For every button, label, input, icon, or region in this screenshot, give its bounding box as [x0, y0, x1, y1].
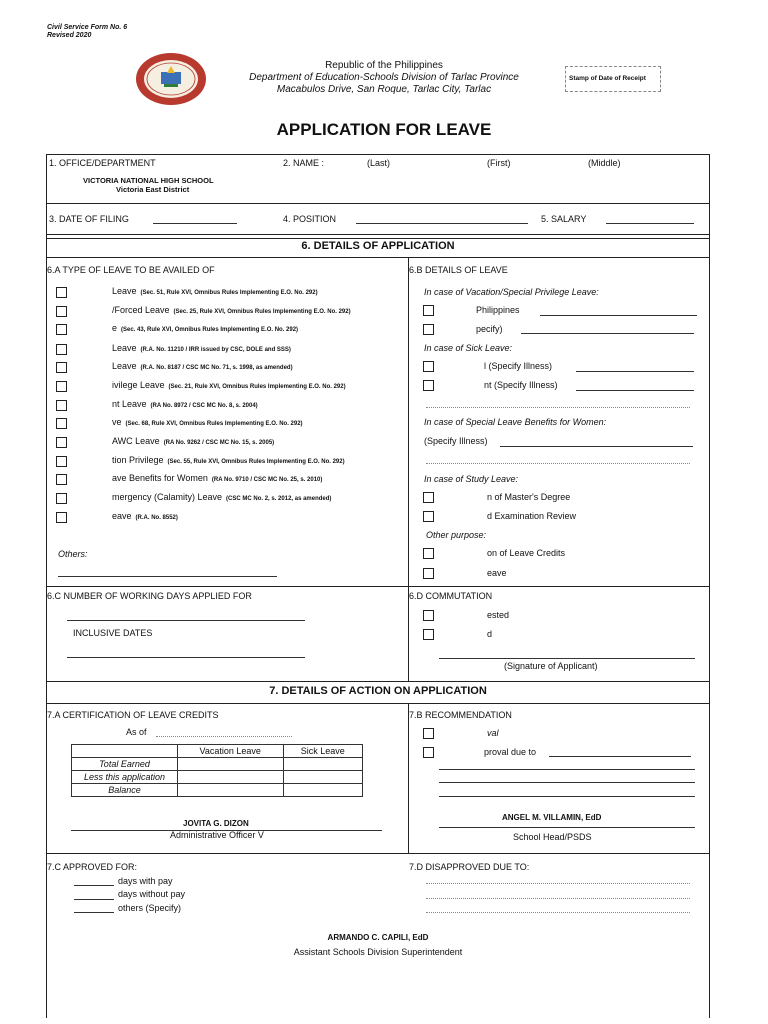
leave-type-item [112, 323, 298, 333]
recommendation-option-2: proval due to [484, 747, 537, 757]
divider-row2 [46, 234, 710, 235]
office-district: Victoria East District [116, 185, 190, 194]
days-without-pay-label: days without pay [118, 889, 186, 899]
others-specify-label: others (Specify) [118, 903, 182, 913]
position-label: 4. POSITION [283, 214, 337, 224]
vacation-option-2: pecify) [476, 324, 503, 334]
recommendation-line-3[interactable] [439, 796, 695, 797]
checkbox-leave-type[interactable] [56, 287, 67, 298]
school-head-signature-line [439, 827, 695, 828]
others-field[interactable] [58, 576, 277, 577]
salary-label: 5. SALARY [541, 214, 587, 224]
name-first: (First) [487, 158, 511, 168]
cell-vacation-earned[interactable] [178, 758, 284, 771]
school-head-title: School Head/PSDS [513, 832, 592, 842]
checkbox-in-hospital[interactable] [423, 361, 434, 372]
recommendation-label: 7.B RECOMMENDATION [409, 710, 512, 720]
office-label: 1. OFFICE/DEPARTMENT [49, 158, 156, 168]
checkbox-leave-type[interactable] [56, 344, 67, 355]
school-head-name: ANGEL M. VILLAMIN, EdD [502, 813, 602, 822]
checkbox-for-approval[interactable] [423, 728, 434, 739]
checkbox-leave-type[interactable] [56, 362, 67, 373]
checkbox-not-requested[interactable] [423, 610, 434, 621]
leave-type-item [112, 305, 351, 315]
leave-type-label: /Forced Leave [112, 305, 170, 315]
address-line: Macabulos Drive, San Roque, Tarlac City, Tarlac [276, 84, 492, 95]
checkbox-masters-degree[interactable] [423, 492, 434, 503]
divider-sec6-bottom [46, 257, 710, 258]
leave-type-legal-basis: (CSC MC No. 2, s. 2012, as amended) [226, 496, 332, 502]
recommendation-line-1[interactable] [439, 769, 695, 770]
certification-label: 7.A CERTIFICATION OF LEAVE CREDITS [47, 710, 219, 720]
checkbox-leave-type[interactable] [56, 400, 67, 411]
revised-date: Revised 2020 [47, 32, 92, 39]
commutation-option-1: ested [487, 610, 510, 620]
checkbox-leave-type[interactable] [56, 418, 67, 429]
name-middle: (Middle) [588, 158, 621, 168]
checkbox-for-disapproval[interactable] [423, 747, 434, 758]
checkbox-out-patient[interactable] [423, 380, 434, 391]
checkbox-requested[interactable] [423, 629, 434, 640]
department-line: Department of Education-Schools Division of Tarlac Province [249, 72, 519, 83]
cell-vacation-less[interactable] [178, 771, 284, 784]
women-extra-line [426, 463, 690, 464]
col-sick-leave: Sick Leave [283, 745, 363, 758]
divider-sec6-middle [408, 257, 409, 681]
leave-type-label: Leave [112, 361, 137, 371]
receipt-stamp-label: Stamp of Date of Receipt [569, 75, 646, 82]
study-option-2: d Examination Review [487, 511, 577, 521]
divider-7c [46, 853, 710, 854]
leave-type-item [112, 436, 274, 446]
checkbox-leave-type[interactable] [56, 456, 67, 467]
applicant-signature-label: (Signature of Applicant) [504, 661, 598, 671]
leave-type-item [112, 380, 346, 390]
divider-row1 [46, 203, 710, 204]
recommendation-option-1: val [487, 728, 499, 738]
leave-type-label: AWC Leave [112, 436, 160, 446]
salary-field[interactable] [606, 223, 694, 224]
form-title: APPLICATION FOR LEAVE [276, 120, 492, 139]
leave-type-legal-basis: (R.A. No. 8187 / CSC MC No. 71, s. 1998, as amended) [140, 365, 293, 371]
women-option-1: (Specify Illness) [424, 436, 488, 446]
cell-sick-earned[interactable] [283, 758, 363, 771]
days-with-pay-label: days with pay [118, 876, 173, 886]
leave-type-label: ve [112, 417, 122, 427]
as-of-label: As of [126, 727, 147, 737]
approved-for-label: 7.C APPROVED FOR: [47, 862, 138, 872]
others-specify-field[interactable] [74, 912, 114, 913]
study-option-1: n of Master's Degree [487, 492, 571, 502]
checkbox-bar-review[interactable] [423, 511, 434, 522]
leave-type-legal-basis: (RA No. 9710 / CSC MC No. 25, s. 2010) [211, 477, 323, 483]
checkbox-leave-type[interactable] [56, 306, 67, 317]
sick-field-1[interactable] [576, 371, 694, 372]
leave-type-legal-basis: (Sec. 21, Rule XVI, Omnibus Rules Implementing E.O. No. 292) [168, 384, 346, 390]
other-option-2: eave [487, 568, 507, 578]
leave-type-legal-basis: (RA No. 9262 / CSC MC No. 15, s. 2005) [163, 440, 275, 446]
leave-type-label: Leave [112, 286, 137, 296]
other-purpose-heading: Other purpose: [426, 530, 487, 540]
leave-type-legal-basis: (RA No. 8972 / CSC MC No. 8, s. 2004) [150, 403, 258, 409]
vacation-field-2[interactable] [521, 333, 694, 334]
divider-sec6-top [46, 238, 710, 239]
divider-6c [46, 586, 710, 587]
checkbox-monetization[interactable] [423, 548, 434, 559]
date-filing-field[interactable] [153, 223, 237, 224]
leave-type-label: Leave [112, 343, 137, 353]
women-heading: In case of Special Leave Benefits for Women: [424, 417, 607, 427]
checkbox-leave-type[interactable] [56, 324, 67, 335]
as-of-field[interactable] [156, 736, 292, 737]
disapproved-line-3[interactable] [426, 912, 690, 913]
date-filing-label: 3. DATE OF FILING [49, 214, 129, 224]
leave-type-item [112, 511, 178, 521]
leave-type-item [112, 399, 258, 409]
checkbox-leave-type[interactable] [56, 493, 67, 504]
checkbox-leave-type[interactable] [56, 381, 67, 392]
leave-type-legal-basis: (Sec. 55, Rule XVI, Omnibus Rules Implementing E.O. No. 292) [167, 459, 345, 465]
divider-sec7-middle [408, 703, 409, 853]
leave-type-label: tion Privilege [112, 455, 164, 465]
working-days-label: 6.C NUMBER OF WORKING DAYS APPLIED FOR [47, 591, 252, 601]
inclusive-dates-field[interactable] [67, 657, 305, 658]
leave-credits-table [71, 744, 363, 797]
credits-corner-cell [72, 745, 178, 758]
section7-title: 7. DETAILS OF ACTION ON APPLICATION [269, 685, 487, 697]
sick-extra-line [426, 407, 690, 408]
leave-type-item [112, 417, 303, 427]
leave-type-item [112, 455, 345, 465]
leave-type-label: ivilege Leave [112, 380, 165, 390]
leave-type-legal-basis: (Sec. 25, Rule XVI, Omnibus Rules Implementing E.O. No. 292) [173, 309, 351, 315]
commutation-option-2: d [487, 629, 493, 639]
cell-sick-less[interactable] [283, 771, 363, 784]
divider-sec7-top [46, 681, 710, 682]
leave-type-item [112, 473, 322, 483]
vacation-field-1[interactable] [540, 315, 697, 316]
leave-type-legal-basis: (R.A. No. 11210 / IRR issued by CSC, DOLE and SSS) [140, 347, 291, 353]
officer-name: JOVITA G. DIZON [183, 819, 249, 828]
col-vacation-leave: Vacation Leave [178, 745, 284, 758]
leave-type-item [112, 286, 318, 296]
section6-title: 6. DETAILS OF APPLICATION [301, 240, 455, 252]
type-of-leave-label: 6.A TYPE OF LEAVE TO BE AVAILED OF [47, 265, 215, 275]
position-field[interactable] [356, 223, 528, 224]
leave-type-legal-basis: (R.A. No. 8552) [135, 515, 178, 521]
disapproval-reason-field[interactable] [549, 756, 691, 757]
frame-top [46, 154, 710, 155]
others-label: Others: [58, 549, 88, 559]
name-last: (Last) [367, 158, 391, 168]
leave-type-legal-basis: (Sec. 51, Rule XVI, Omnibus Rules Implementing E.O. No. 292) [140, 290, 318, 296]
leave-type-legal-basis: (Sec. 68, Rule XVI, Omnibus Rules Implementing E.O. No. 292) [125, 421, 303, 427]
disapproved-label: 7.D DISAPPROVED DUE TO: [409, 862, 530, 872]
recommendation-line-2[interactable] [439, 782, 695, 783]
leave-type-label: nt Leave [112, 399, 147, 409]
checkbox-terminal-leave[interactable] [423, 568, 434, 579]
commutation-label: 6.D COMMUTATION [409, 591, 493, 601]
leave-type-item [112, 492, 331, 502]
inclusive-dates-label: INCLUSIVE DATES [73, 628, 153, 638]
sick-field-2[interactable] [576, 390, 694, 391]
women-field-1[interactable] [500, 446, 693, 447]
leave-type-legal-basis: (Sec. 43, Rule XVI, Omnibus Rules Implementing E.O. No. 292) [121, 327, 299, 333]
cell-vacation-balance[interactable] [178, 784, 284, 797]
leave-type-label: mergency (Calamity) Leave [112, 492, 223, 502]
leave-type-label: ave Benefits for Women [112, 473, 208, 483]
checkbox-leave-type[interactable] [56, 437, 67, 448]
checkbox-leave-type[interactable] [56, 474, 67, 485]
other-option-1: on of Leave Credits [487, 548, 566, 558]
cell-sick-balance[interactable] [283, 784, 363, 797]
sick-option-1: l (Specify Illness) [484, 361, 553, 371]
row-less-application: Less this application [72, 771, 178, 784]
leave-type-label: eave [112, 511, 132, 521]
republic-line: Republic of the Philippines [325, 60, 443, 71]
office-value: VICTORIA NATIONAL HIGH SCHOOL [83, 176, 214, 185]
signatory-name: ARMANDO C. CAPILI, EdD [327, 933, 429, 942]
details-of-leave-label: 6.B DETAILS OF LEAVE [409, 265, 508, 275]
disapproved-line-2[interactable] [426, 898, 690, 899]
officer-title: Administrative Officer V [170, 830, 264, 840]
sick-heading: In case of Sick Leave: [424, 343, 513, 353]
row-total-earned: Total Earned [72, 758, 178, 771]
disapproved-line-1[interactable] [426, 883, 690, 884]
name-label: 2. NAME : [283, 158, 325, 168]
checkbox-within-philippines[interactable] [423, 305, 434, 316]
signatory-title: Assistant Schools Division Superintendent [293, 947, 463, 957]
applicant-signature-line[interactable] [439, 658, 695, 659]
row-balance: Balance [72, 784, 178, 797]
days-without-pay-field[interactable] [74, 899, 114, 900]
leave-type-item [112, 361, 293, 371]
sick-option-2: nt (Specify Illness) [484, 380, 558, 390]
days-with-pay-field[interactable] [74, 885, 114, 886]
leave-type-label: e [112, 323, 118, 333]
working-days-field[interactable] [67, 620, 305, 621]
vacation-option-1: Philippines [476, 305, 520, 315]
form-number: Civil Service Form No. 6 [47, 24, 128, 31]
divider-sec7-bottom [46, 703, 710, 704]
vacation-heading: In case of Vacation/Special Privilege Leave: [424, 287, 599, 297]
checkbox-abroad[interactable] [423, 324, 434, 335]
leave-type-item [112, 343, 291, 353]
checkbox-leave-type[interactable] [56, 512, 67, 523]
study-heading: In case of Study Leave: [424, 474, 519, 484]
